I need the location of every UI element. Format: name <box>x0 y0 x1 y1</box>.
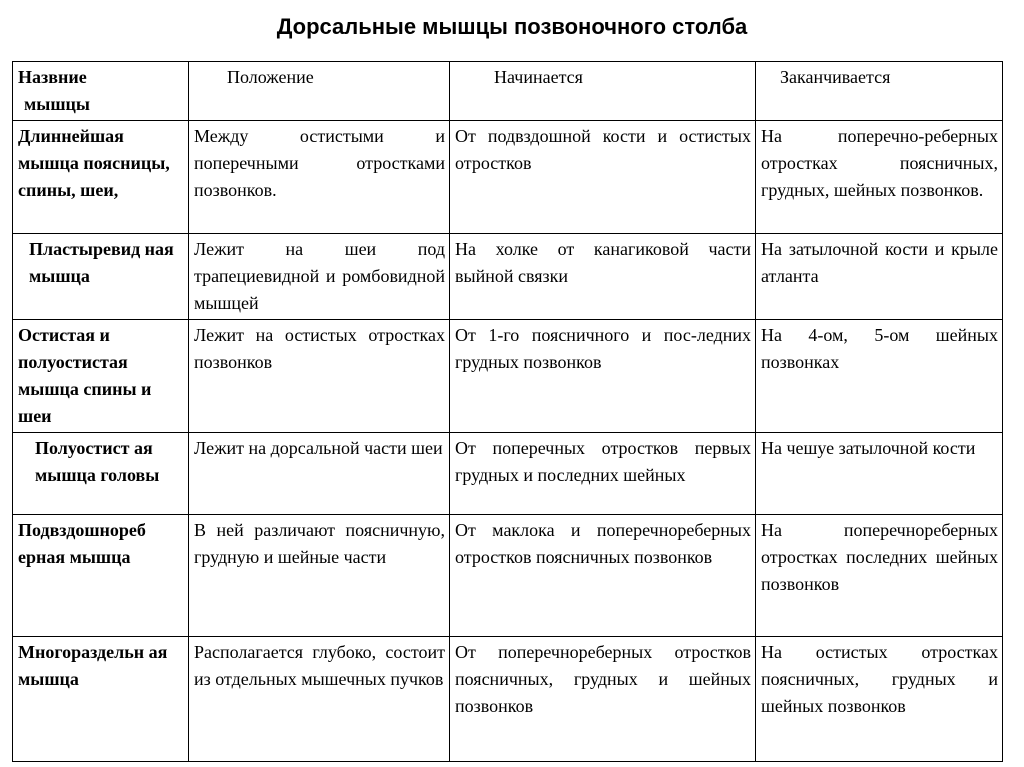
muscle-position: Располагается глубоко, состоит из отдельных мышечных пучков <box>189 637 450 762</box>
header-name-line2: мышцы <box>24 94 90 114</box>
muscle-insertion: На поперечно-реберных отростках поясничных, грудных, шейных позвонков. <box>756 121 1003 234</box>
header-name <box>13 62 189 121</box>
muscles-table <box>12 61 1003 762</box>
header-insertion: Заканчивается <box>756 62 1003 121</box>
muscle-origin: От маклока и поперечнореберных отростков поясничных позвонков <box>450 515 756 637</box>
muscle-origin: От поперечных отростков первых грудных и последних шейных <box>450 433 756 515</box>
header-name-line1: Назвние <box>18 67 87 87</box>
table-row <box>13 515 1003 637</box>
page-title: Дорсальные мышцы позвоночного столба <box>276 14 748 39</box>
muscle-name: Многораздельн ая мышца <box>13 637 189 762</box>
muscle-name: Остистая и полуостистая мышца спины и шеи <box>13 320 189 433</box>
muscle-name: Пластыревид ная мышца <box>13 234 189 320</box>
table-row <box>13 637 1003 762</box>
header-position: Положение <box>189 62 450 121</box>
muscle-name: Длиннейшая мышца поясницы, спины, шеи, <box>13 121 189 234</box>
table-row <box>13 433 1003 515</box>
muscle-name: Полуостист ая мышца головы <box>13 433 189 515</box>
muscle-origin: От 1-го поясничного и пос-ледних грудных позвонков <box>450 320 756 433</box>
muscle-insertion: На чешуе затылочной кости <box>756 433 1003 515</box>
muscle-origin: На холке от канагиковой части выйной связки <box>450 234 756 320</box>
table-header-row <box>13 62 1003 121</box>
muscle-insertion: На затылочной кости и крыле атланта <box>756 234 1003 320</box>
muscle-name: Подвздошнореб ерная мышца <box>13 515 189 637</box>
table-row <box>13 320 1003 433</box>
muscle-origin: От поперечнореберных отростков поясничных, грудных и шейных позвонков <box>450 637 756 762</box>
muscle-position: Между остистыми и поперечными отростками позвонков. <box>189 121 450 234</box>
muscle-insertion: На остистых отростках поясничных, грудных и шейных позвонков <box>756 637 1003 762</box>
header-origin: Начинается <box>450 62 756 121</box>
muscle-origin: От подвздошной кости и остистых отростков <box>450 121 756 234</box>
muscle-position: В ней различают поясничную, грудную и шейные части <box>189 515 450 637</box>
muscle-position: Лежит на остистых отростках позвонков <box>189 320 450 433</box>
muscle-position: Лежит на шеи под трапециевидной и ромбовидной мышцей <box>189 234 450 320</box>
muscle-position: Лежит на дорсальной части шеи <box>189 433 450 515</box>
muscle-insertion: На 4-ом, 5-ом шейных позвонках <box>756 320 1003 433</box>
table-row <box>13 234 1003 320</box>
table-row <box>13 121 1003 234</box>
muscle-insertion: На поперечнореберных отростках последних шейных позвонков <box>756 515 1003 637</box>
